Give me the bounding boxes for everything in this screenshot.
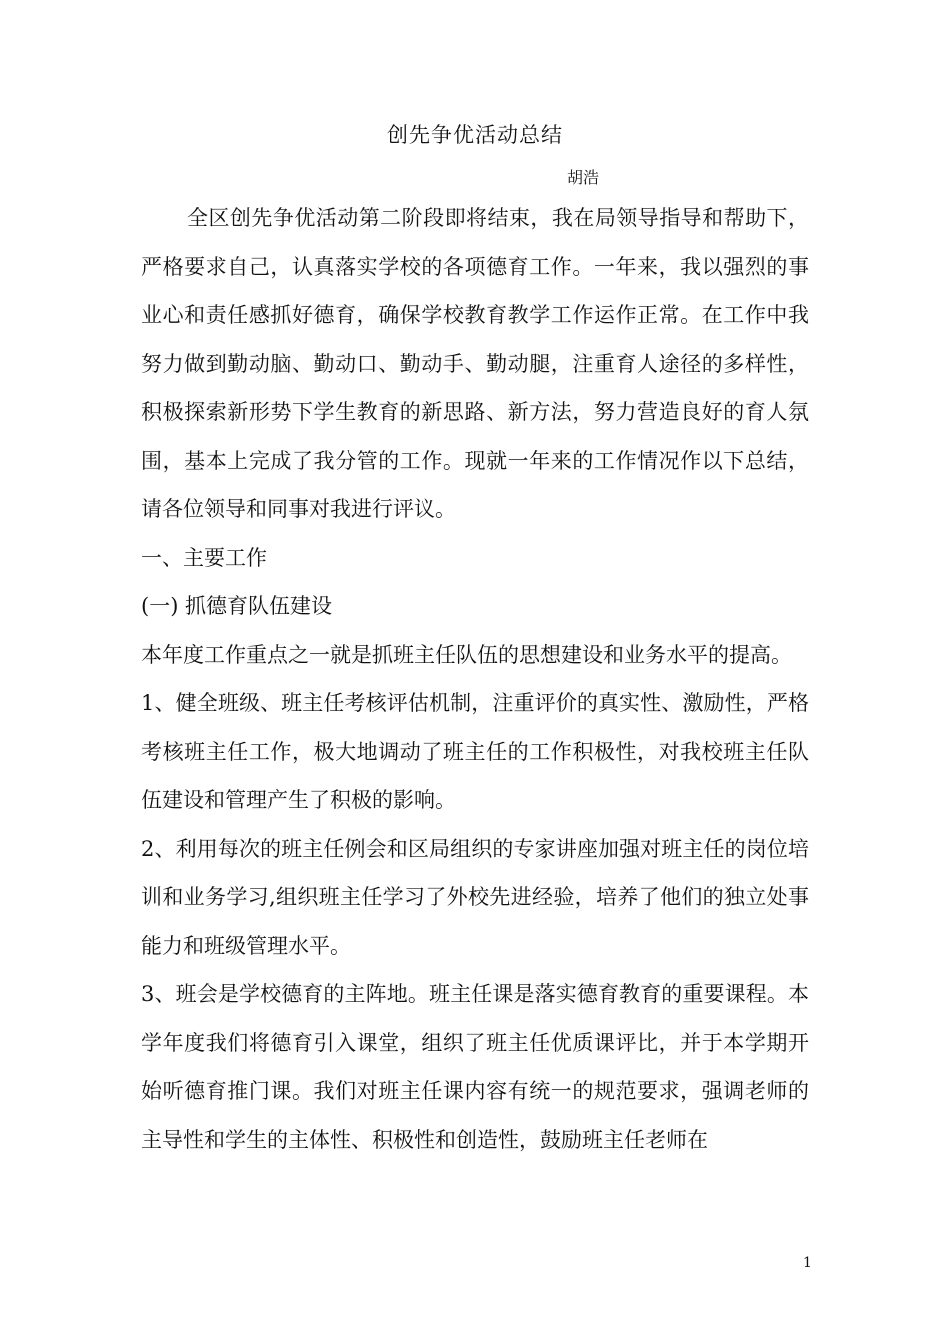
author-name: 胡浩 [567, 168, 600, 187]
intro-paragraph: 全区创先争优活动第二阶段即将结束，我在局领导指导和帮助下，严格要求自己，认真落实学校的各项德育工作。一年来，我以强烈的事业心和责任感抓好德育，确保学校教育教学工作运作正常。在工作中我努力做到勤动脑、勤动口、勤动手、勤动腿，注重育人途径的多样性，积极探索新形势下学生教育的新思路、新方法，努力营造良好的育人氛围，基本上完成了我分管的工作。现就一年来的工作情况作以下总结，请各位领导和同事对我进行评议。 [141, 206, 809, 521]
subsection-heading: (一) 抓德育队伍建设 [141, 594, 333, 618]
body-paragraph: 本年度工作重点之一就是抓班主任队伍的思想建设和业务水平的提高。 [141, 642, 792, 667]
list-item-1: 1、健全班级、班主任考核评估机制，注重评价的真实性、激励性，严格考核班主任工作，极大地调动了班主任的工作积极性，对我校班主任队伍建设和管理产生了积极的影响。 [141, 691, 809, 812]
document-title: 创先争优活动总结 [387, 123, 563, 147]
list-item-3: 3、班会是学校德育的主阵地。班主任课是落实德育教育的重要课程。本学年度我们将德育引入课堂，组织了班主任优质课评比，并于本学期开始听德育推门课。我们对班主任课内容有统一的规范要求，强调老师的主导性和学生的主体性、积极性和创造性，鼓励班主任老师在 [141, 982, 809, 1152]
page-number: 1 [803, 1255, 812, 1271]
list-item-2: 2、利用每次的班主任例会和区局组织的专家讲座加强对班主任的岗位培训和业务学习,组织班主任学习了外校先进经验，培养了他们的独立处事能力和班级管理水平。 [141, 836, 809, 958]
section-heading: 一、主要工作 [141, 545, 267, 570]
document-body [141, 194, 809, 1164]
